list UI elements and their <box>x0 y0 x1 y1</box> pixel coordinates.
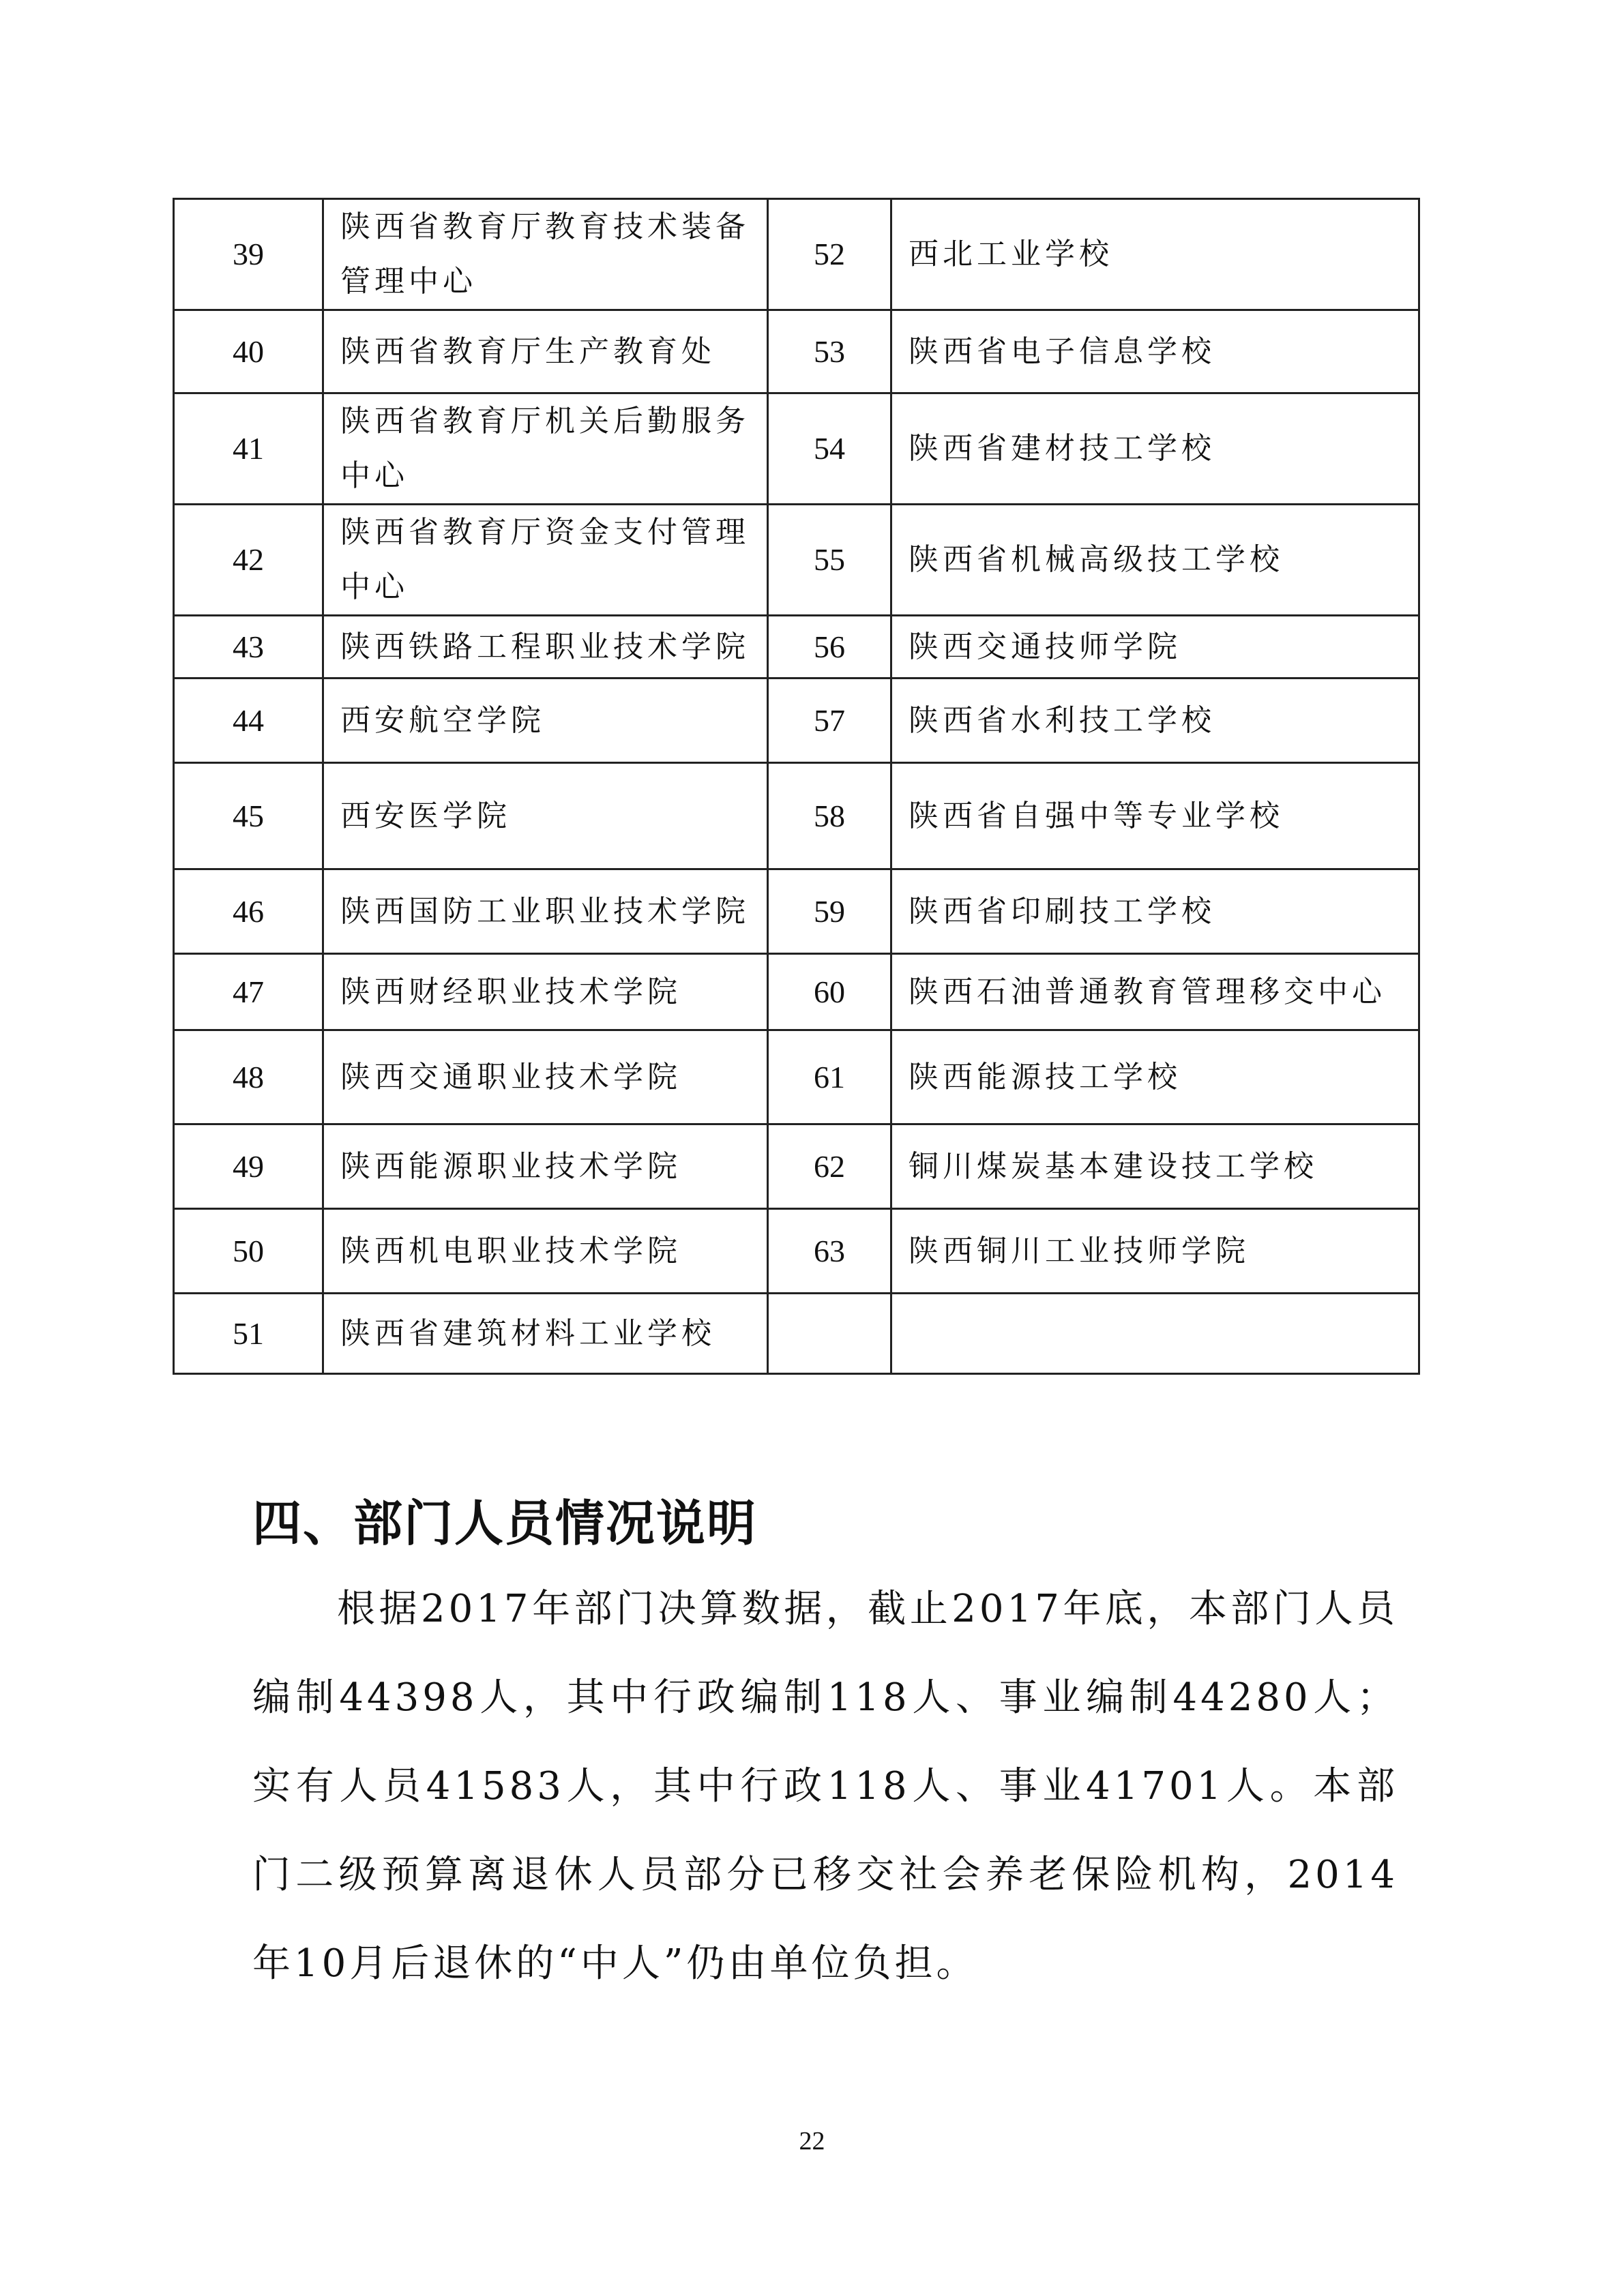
units-table-body <box>174 199 1419 1374</box>
row-number: 43 <box>174 616 323 679</box>
row-number: 54 <box>768 393 891 505</box>
row-number: 57 <box>768 679 891 763</box>
row-number: 51 <box>174 1294 323 1374</box>
row-number: 63 <box>768 1209 891 1294</box>
unit-name: 陕西省水利技工学校 <box>891 679 1419 763</box>
unit-name: 铜川煤炭基本建设技工学校 <box>891 1124 1419 1209</box>
unit-name: 陕西省电子信息学校 <box>891 310 1419 393</box>
table-row <box>174 1294 1419 1374</box>
row-number: 52 <box>768 199 891 310</box>
table-row <box>174 616 1419 679</box>
unit-name: 陕西石油普通教育管理移交中心 <box>891 954 1419 1030</box>
unit-name: 陕西省建材技工学校 <box>891 393 1419 505</box>
unit-name: 陕西省机械高级技工学校 <box>891 505 1419 616</box>
unit-name: 陕西省教育厅教育技术装备管理中心 <box>323 199 768 310</box>
unit-name: 陕西省教育厅机关后勤服务中心 <box>323 393 768 505</box>
table-row <box>174 763 1419 869</box>
row-number: 42 <box>174 505 323 616</box>
table-row <box>174 954 1419 1030</box>
row-number: 58 <box>768 763 891 869</box>
unit-name: 陕西省自强中等专业学校 <box>891 763 1419 869</box>
unit-name: 陕西省建筑材料工业学校 <box>323 1294 768 1374</box>
row-number <box>768 1294 891 1374</box>
row-number: 59 <box>768 869 891 954</box>
table-row <box>174 1030 1419 1124</box>
row-number: 55 <box>768 505 891 616</box>
unit-name <box>891 1294 1419 1374</box>
unit-name: 陕西铜川工业技师学院 <box>891 1209 1419 1294</box>
unit-name: 陕西国防工业职业技术学院 <box>323 869 768 954</box>
unit-name: 陕西能源职业技术学院 <box>323 1124 768 1209</box>
table-row <box>174 1209 1419 1294</box>
section-body: 根据2017年部门决算数据，截止2017年底，本部门人员编制44398人，其中行政编制118人、事业编制44280人；实有人员41583人，其中行政118人、事业41701人。本部门二级预算离退休人员部分已移交社会养老保险机构，2014年10月后退休的“中人”仍由单位负担。 <box>252 1587 1398 1986</box>
row-number: 53 <box>768 310 891 393</box>
unit-name: 陕西财经职业技术学院 <box>323 954 768 1030</box>
row-number: 41 <box>174 393 323 505</box>
table-row <box>174 393 1419 505</box>
unit-name: 陕西省教育厅生产教育处 <box>323 310 768 393</box>
unit-name: 陕西铁路工程职业技术学院 <box>323 616 768 679</box>
row-number: 60 <box>768 954 891 1030</box>
row-number: 40 <box>174 310 323 393</box>
row-number: 49 <box>174 1124 323 1209</box>
unit-name: 陕西省印刷技工学校 <box>891 869 1419 954</box>
row-number: 47 <box>174 954 323 1030</box>
row-number: 46 <box>174 869 323 954</box>
table-row <box>174 679 1419 763</box>
unit-name: 陕西省教育厅资金支付管理中心 <box>323 505 768 616</box>
table-row <box>174 505 1419 616</box>
row-number: 44 <box>174 679 323 763</box>
section-heading: 四、部门人员情况说明 <box>252 1495 758 1552</box>
table-row <box>174 199 1419 310</box>
units-table <box>173 198 1420 1375</box>
row-number: 45 <box>174 763 323 869</box>
unit-name: 西安医学院 <box>323 763 768 869</box>
row-number: 39 <box>174 199 323 310</box>
row-number: 61 <box>768 1030 891 1124</box>
row-number: 50 <box>174 1209 323 1294</box>
row-number: 62 <box>768 1124 891 1209</box>
unit-name: 陕西交通职业技术学院 <box>323 1030 768 1124</box>
row-number: 56 <box>768 616 891 679</box>
table-row <box>174 1124 1419 1209</box>
row-number: 48 <box>174 1030 323 1124</box>
page-number: 22 <box>799 2127 825 2156</box>
table-row <box>174 869 1419 954</box>
table-row <box>174 310 1419 393</box>
unit-name: 陕西交通技师学院 <box>891 616 1419 679</box>
unit-name: 西北工业学校 <box>891 199 1419 310</box>
unit-name: 陕西能源技工学校 <box>891 1030 1419 1124</box>
unit-name: 西安航空学院 <box>323 679 768 763</box>
unit-name: 陕西机电职业技术学院 <box>323 1209 768 1294</box>
